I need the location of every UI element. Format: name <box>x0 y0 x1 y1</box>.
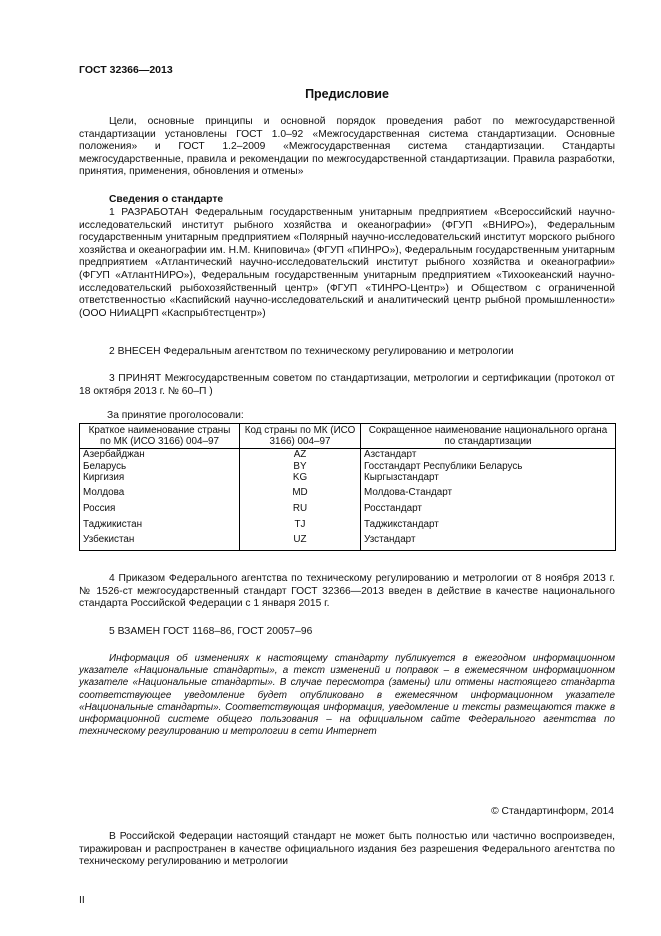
table-cell-code: BY <box>240 461 361 472</box>
table-cell-code: UZ <box>240 534 361 550</box>
table-cell-code: TJ <box>240 519 361 535</box>
table-row <box>80 503 616 519</box>
item-3-adopted-by: 3 ПРИНЯТ Межгосударственным советом по стандартизации, метрологии и сертификации (протокол от 18 октября 2013 г. № 60–П ) <box>79 373 615 397</box>
item-4-enactment: 4 Приказом Федерального агентства по техническому регулированию и метрологии от 8 ноября 2013 г. № 1526-ст межгосударственный стандарт ГОСТ 32366—2013 введен в действие в качестве национального стандарта Российской Федерации с 1 января 2015 г. <box>79 573 615 610</box>
table-cell-body: Росстандарт <box>361 503 616 519</box>
voting-countries-table <box>79 423 616 551</box>
table-cell-body: Кыргызстандарт <box>361 472 616 488</box>
standard-info-heading: Сведения о стандарте <box>109 194 224 205</box>
table-header-country: Краткое наименование страны по МК (ИСО 3166) 004–97 <box>80 424 240 449</box>
table-row <box>80 519 616 535</box>
table-cell-body: Таджикстандарт <box>361 519 616 535</box>
item-1-developed-by: 1 РАЗРАБОТАН Федеральным государственным унитарным предприятием «Всероссийский научно-исследовательский институт рыбного хозяйства и океанографии» (ФГУП «ВНИРО»), Федеральным государственным унитарным предприятием «Полярный научно-исследовательский институт морского рыбного хозяйства и океанографии им. Н.М. Книповича» (ФГУП «ПИНРО»), Федеральным государственным унитарным предприятием «Атлантический научно-исследовательский институт рыбного хозяйства и океанографии» (ФГУП «АтлантНИРО»), Федеральным государственным унитарным предприятием «Тихоокеанский научно-исследовательский рыбохозяйственный центр» (ФГУП «ТИНРО-Центр») и Обществом с ограниченной ответственностью «Каспийский научно-исследовательский и аналитический центр рыбной промышленности» (ООО НИиАЦРП «Каспрыбтестцентр») <box>79 207 615 319</box>
table-cell-country: Беларусь <box>80 461 240 472</box>
table-cell-country: Киргизия <box>80 472 240 488</box>
page-number: II <box>79 895 85 906</box>
table-header-body: Сокращенное наименование национального органа по стандартизации <box>361 424 616 449</box>
item-5-replaces: 5 ВЗАМЕН ГОСТ 1168–86, ГОСТ 20057–96 <box>109 626 313 637</box>
table-row <box>80 461 616 472</box>
table-cell-country: Азербайджан <box>80 449 240 461</box>
reproduction-notice: В Российской Федерации настоящий стандарт не может быть полностью или частично воспроизведен, тиражирован и распространен в качестве официального издания без разрешения Федерального агентства по техническому регулированию и метрологии <box>79 831 615 868</box>
table-cell-code: KG <box>240 472 361 488</box>
table-cell-body: Азстандарт <box>361 449 616 461</box>
vote-label: За принятие проголосовали: <box>107 410 244 421</box>
table-cell-code: AZ <box>240 449 361 461</box>
table-cell-code: RU <box>240 503 361 519</box>
document-header-id: ГОСТ 32366—2013 <box>79 64 173 76</box>
table-cell-country: Молдова <box>80 487 240 503</box>
table-cell-body: Молдова-Стандарт <box>361 487 616 503</box>
table-cell-body: Узстандарт <box>361 534 616 550</box>
table-cell-country: Узбекистан <box>80 534 240 550</box>
table-row <box>80 487 616 503</box>
table-cell-code: MD <box>240 487 361 503</box>
table-row <box>80 472 616 488</box>
copyright-line: © Стандартинформ, 2014 <box>491 806 614 817</box>
item-2-submitted-by: 2 ВНЕСЕН Федеральным агентством по техническому регулированию и метрологии <box>109 346 514 357</box>
intro-paragraph: Цели, основные принципы и основной порядок проведения работ по межгосударственной стандартизации установлены ГОСТ 1.0–92 «Межгосударственная система стандартизации. Основные положения» и ГОСТ 1.2–2009 «Межгосударственная система стандартизации. Стандарты межгосударственные, правила и рекомендации по межгосударственной стандартизации. Правила разработки, принятия, применения, обновления и отмены» <box>79 116 615 178</box>
table-row <box>80 449 616 461</box>
table-cell-country: Таджикистан <box>80 519 240 535</box>
table-header-code: Код страны по МК (ИСО 3166) 004–97 <box>240 424 361 449</box>
table-cell-country: Россия <box>80 503 240 519</box>
table-row <box>80 534 616 550</box>
page-title: Предисловие <box>305 87 389 101</box>
amendments-notice: Информация об изменениях к настоящему стандарту публикуется в ежегодном информационном указателе «Национальные стандарты», а текст изменений и поправок – в ежемесячном информационном указателе «Национальные стандарты». В случае пересмотра (замены) или отмены настоящего стандарта соответствующее уведомление будет опубликовано в ежемесячном информационном указателе «Национальные стандарты». Соответствующая информация, уведомление и тексты размещаются также в информационной системе общего пользования – на официальном сайте Федерального агентства по техническому регулированию и метрологии в сети Интернет <box>79 653 615 738</box>
table-cell-body: Госстандарт Республики Беларусь <box>361 461 616 472</box>
